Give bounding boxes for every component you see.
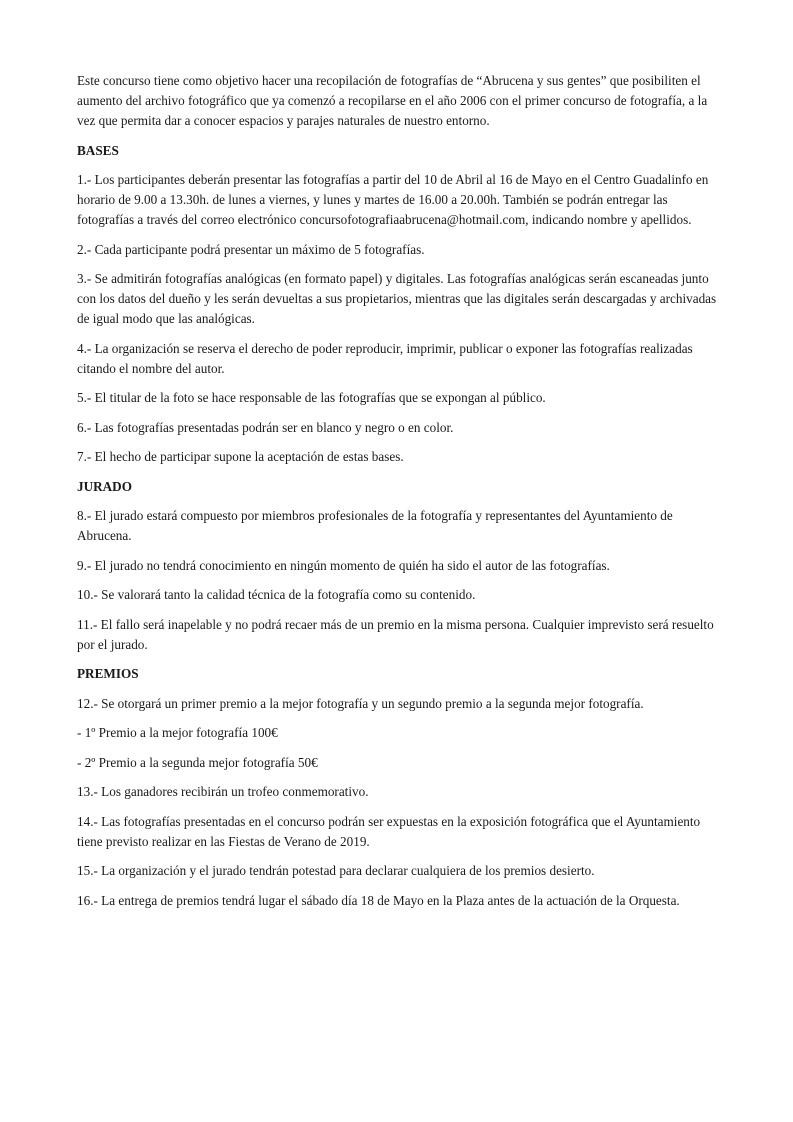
rule-10: 10.- Se valorará tanto la calidad técnica de la fotografía como su contenido. (77, 587, 476, 602)
section-heading-premios: PREMIOS (77, 666, 139, 681)
rule-13: 13.- Los ganadores recibirán un trofeo conmemorativo. (77, 784, 369, 799)
rule-6: 6.- Las fotografías presentadas podrán ser en blanco y negro o en color. (77, 419, 454, 435)
rule-9: 9.- El jurado no tendrá conocimiento en ningún momento de quién ha sido el autor de las fotografías. (77, 557, 610, 573)
section-heading-bases: BASES (77, 142, 119, 158)
rule-8: 8.- El jurado estará compuesto por miembros profesionales de la fotografía y representantes del Ayuntamiento de Abrucena. (77, 508, 673, 543)
rule-4: 4.- La organización se reserva el derecho de poder reproducir, imprimir, publicar o exponer las fotografías realizadas citando el nombre del autor. (77, 340, 693, 376)
prize-second: - 2º Premio a la segunda mejor fotografía 50€ (77, 754, 318, 770)
rule-7: 7.- El hecho de participar supone la aceptación de estas bases. (77, 449, 404, 464)
rule-11: 11.- El fallo será inapelable y no podrá recaer más de un premio en la misma persona. Cualquier imprevisto será resuelto por el jurado. (77, 616, 714, 652)
prize-first: - 1º Premio a la mejor fotografía 100€ (77, 725, 278, 740)
intro-paragraph: Este concurso tiene como objetivo hacer una recopilación de fotografías de “Abrucena y sus gentes” que posibiliten el aumento del archivo fotográfico que ya comenzó a recopilarse en el año 2006 con el primer concurso de fotografía, a la vez que permita dar a conocer espacios y parajes naturales de nuestro entorno. (77, 73, 708, 128)
rule-16: 16.- La entrega de premios tendrá lugar el sábado día 18 de Mayo en la Plaza antes de la actuación de la Orquesta. (77, 892, 680, 908)
document-page (77, 71, 717, 920)
rule-14: 14.- Las fotografías presentadas en el concurso podrán ser expuestas en la exposición fotográfica que el Ayuntamiento tiene previsto realizar en las Fiestas de Verano de 2019. (77, 813, 701, 849)
rule-5: 5.- El titular de la foto se hace responsable de las fotografías que se expongan al público. (77, 390, 546, 405)
rule-1: 1.- Los participantes deberán presentar las fotografías a partir del 10 de Abril al 16 de Mayo en el Centro Guadalinfo en horario de 9.00 a 13.30h. de lunes a viernes, y lunes y martes de 16.00 a 20.00h. También se podrán entregar las fotografías a través del correo electrónico concursofotografiaabrucena@hotmail.com, indicando nombre y apellidos. (77, 172, 709, 227)
rule-2: 2.- Cada participante podrá presentar un máximo de 5 fotografías. (77, 241, 425, 257)
rule-15: 15.- La organización y el jurado tendrán potestad para declarar cualquiera de los premios desierto. (77, 863, 595, 878)
rule-3: 3.- Se admitirán fotografías analógicas (en formato papel) y digitales. Las fotografías analógicas serán escaneadas junto con los datos del dueño y les serán devueltas a sus propietarios, mientras que las digitales serán descargadas y archivadas de igual modo que las analógicas. (77, 271, 717, 326)
rule-12: 12.- Se otorgará un primer premio a la mejor fotografía y un segundo premio a la segunda mejor fotografía. (77, 695, 644, 711)
section-heading-jurado: JURADO (77, 478, 132, 494)
